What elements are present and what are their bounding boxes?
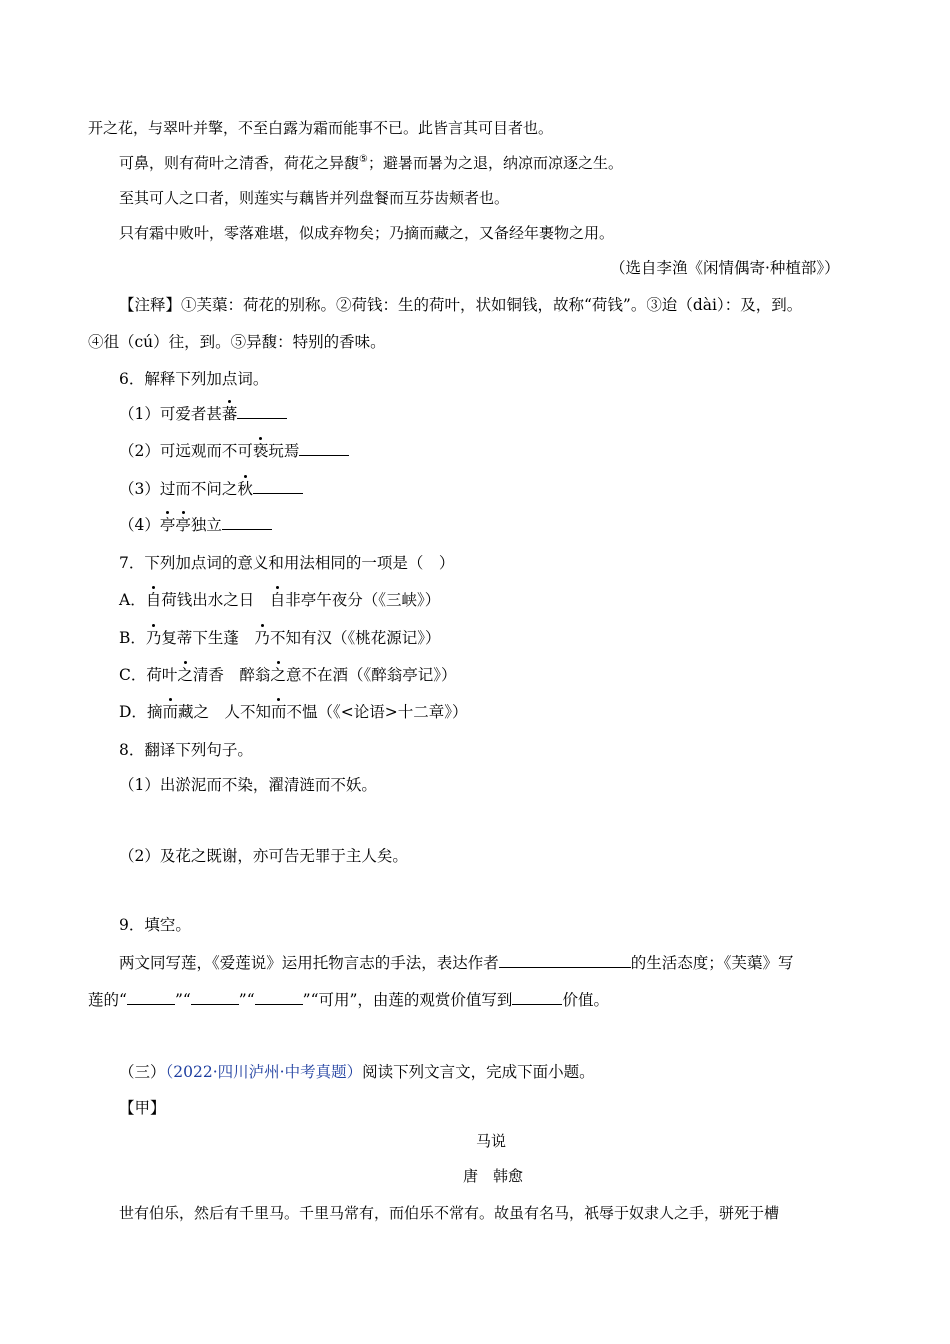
q6-title: 6．解释下列加点词。 bbox=[119, 370, 269, 388]
passage-line-3: 至其可人之口者，则莲实与藕皆并列盘餐而互芬齿颊者也。 bbox=[119, 189, 510, 207]
section-number: （三） bbox=[119, 1063, 166, 1081]
q9-text: 莲的“ bbox=[88, 991, 127, 1009]
answer-blank[interactable] bbox=[237, 403, 287, 419]
part-jia-label: 【甲】 bbox=[119, 1099, 166, 1117]
article-author: 唐 韩愈 bbox=[463, 1167, 524, 1185]
option-label: B． bbox=[119, 629, 146, 647]
dotted-char: 自 bbox=[145, 591, 162, 609]
option-text: 摘 bbox=[146, 703, 163, 721]
q9-text: ”“ bbox=[174, 991, 191, 1009]
dotted-char: 之 bbox=[270, 666, 286, 684]
q6-item-4-text-end: 独立 bbox=[190, 516, 222, 534]
q7-option-c[interactable] bbox=[119, 664, 456, 686]
notes-line-2: ④徂（cú）往，到。⑤异馥：特别的香味。 bbox=[88, 333, 386, 351]
answer-blank[interactable] bbox=[253, 478, 303, 494]
option-text: 不愠（《<论语>十二章》） bbox=[286, 703, 468, 721]
dotted-char: 而 bbox=[270, 703, 287, 721]
option-text: 清香 醉翁 bbox=[192, 666, 271, 684]
dotted-char: 自 bbox=[269, 591, 286, 609]
q8-item-1: （1）出淤泥而不染，濯清涟而不妖。 bbox=[119, 776, 377, 794]
q7-option-d[interactable] bbox=[119, 701, 467, 723]
q6-item-1 bbox=[119, 403, 287, 425]
dotted-char: 乃 bbox=[145, 629, 162, 647]
passage-line-2-a: 可鼻，则有荷叶之清香，荷花之异馥 bbox=[119, 154, 360, 172]
passage-line-4: 只有霜中败叶，零落难堪，似成弃物矣；乃摘而藏之，又备经年裹物之用。 bbox=[119, 224, 615, 242]
q6-item-4-text: （4） bbox=[119, 516, 160, 534]
option-label: D． bbox=[119, 703, 147, 721]
q6-item-1-text: （1）可爱者甚 bbox=[119, 405, 222, 423]
q6-item-2 bbox=[119, 440, 349, 462]
dotted-char: 亵 bbox=[252, 442, 269, 460]
passage-line-2-b: ；避暑而暑为之退，纳凉而凉逐之生。 bbox=[367, 154, 623, 172]
option-text: 不知有汉（《桃花源记》） bbox=[269, 629, 441, 647]
q9-line-1 bbox=[119, 952, 794, 974]
option-label: C． bbox=[119, 666, 147, 684]
q7-option-a[interactable] bbox=[119, 589, 440, 611]
dotted-char: 之 bbox=[177, 666, 193, 684]
q9-text: ”“ bbox=[238, 991, 255, 1009]
option-text: 藏之 人不知 bbox=[177, 703, 271, 721]
q6-item-2-text-end: 玩焉 bbox=[268, 442, 300, 460]
dotted-char: 而 bbox=[162, 703, 178, 721]
answer-blank[interactable] bbox=[499, 952, 631, 968]
answer-blank[interactable] bbox=[127, 989, 175, 1005]
q9-line-2 bbox=[88, 989, 609, 1011]
answer-blank[interactable] bbox=[299, 440, 349, 456]
dotted-char: 亭 bbox=[175, 516, 191, 534]
q6-item-3-text: （3）过而不问之 bbox=[119, 480, 238, 498]
q8-item-2: （2）及花之既谢，亦可告无罪于主人矣。 bbox=[119, 847, 408, 865]
article-body-line-1: 世有伯乐，然后有千里马。千里马常有，而伯乐不常有。故虽有名马，祇辱于奴隶人之手，骈死于槽 bbox=[119, 1204, 780, 1222]
notes-line-1: 【注释】①芙蕖：荷花的别称。②荷钱：生的荷叶，状如铜钱，故称“荷钱”。③迨（dài）：及，到。 bbox=[119, 296, 803, 314]
passage-line-1: 开之花，与翠叶并擎，不至白露为霜而能事不已。此皆言其可目者也。 bbox=[88, 119, 554, 137]
option-text: 意不在酒（《醉翁亭记》） bbox=[285, 666, 457, 684]
dotted-char: 蕃 bbox=[221, 405, 238, 423]
passage-line-2 bbox=[119, 152, 623, 174]
option-text: 复蒂下生蓬 bbox=[161, 629, 255, 647]
option-text: 荷钱出水之日 bbox=[161, 591, 270, 609]
footnote-5-marker: ⑤ bbox=[359, 154, 368, 165]
section-3-heading bbox=[119, 1061, 595, 1083]
answer-blank[interactable] bbox=[512, 989, 562, 1005]
dotted-char: 亭 bbox=[159, 516, 176, 534]
q7-title: 7．下列加点词的意义和用法相同的一项是（ ） bbox=[119, 554, 455, 572]
q6-item-3 bbox=[119, 478, 303, 500]
passage-source: （选自李渔《闲情偶寄·种植部》） bbox=[610, 259, 840, 277]
article-title: 马说 bbox=[476, 1132, 507, 1150]
q8-title: 8．翻译下列句子。 bbox=[119, 741, 253, 759]
answer-blank[interactable] bbox=[191, 989, 239, 1005]
q7-option-b[interactable] bbox=[119, 627, 440, 649]
option-label: A． bbox=[119, 591, 146, 609]
q9-text: 的生活态度；《芙蕖》写 bbox=[630, 954, 794, 972]
q9-text: 两文同写莲，《爱莲说》运用托物言志的手法，表达作者 bbox=[119, 954, 499, 972]
option-text: 荷叶 bbox=[146, 666, 178, 684]
answer-blank[interactable] bbox=[255, 989, 303, 1005]
exam-source-link[interactable]: （2022·四川泸州·中考真题） bbox=[165, 1063, 363, 1081]
q6-item-2-text: （2）可远观而不可 bbox=[119, 442, 253, 460]
answer-blank[interactable] bbox=[222, 514, 272, 530]
section-instruction: 阅读下列文言文，完成下面小题。 bbox=[362, 1063, 595, 1081]
q9-text: ”“可用”，由莲的观赏价值写到 bbox=[302, 991, 513, 1009]
dotted-char: 乃 bbox=[254, 629, 270, 647]
q6-item-4 bbox=[119, 514, 272, 536]
option-text: 非亭午夜分（《三峡》） bbox=[285, 591, 441, 609]
dotted-char: 秋 bbox=[237, 480, 253, 498]
q9-text: 价值。 bbox=[562, 991, 609, 1009]
q9-title: 9．填空。 bbox=[119, 916, 191, 934]
